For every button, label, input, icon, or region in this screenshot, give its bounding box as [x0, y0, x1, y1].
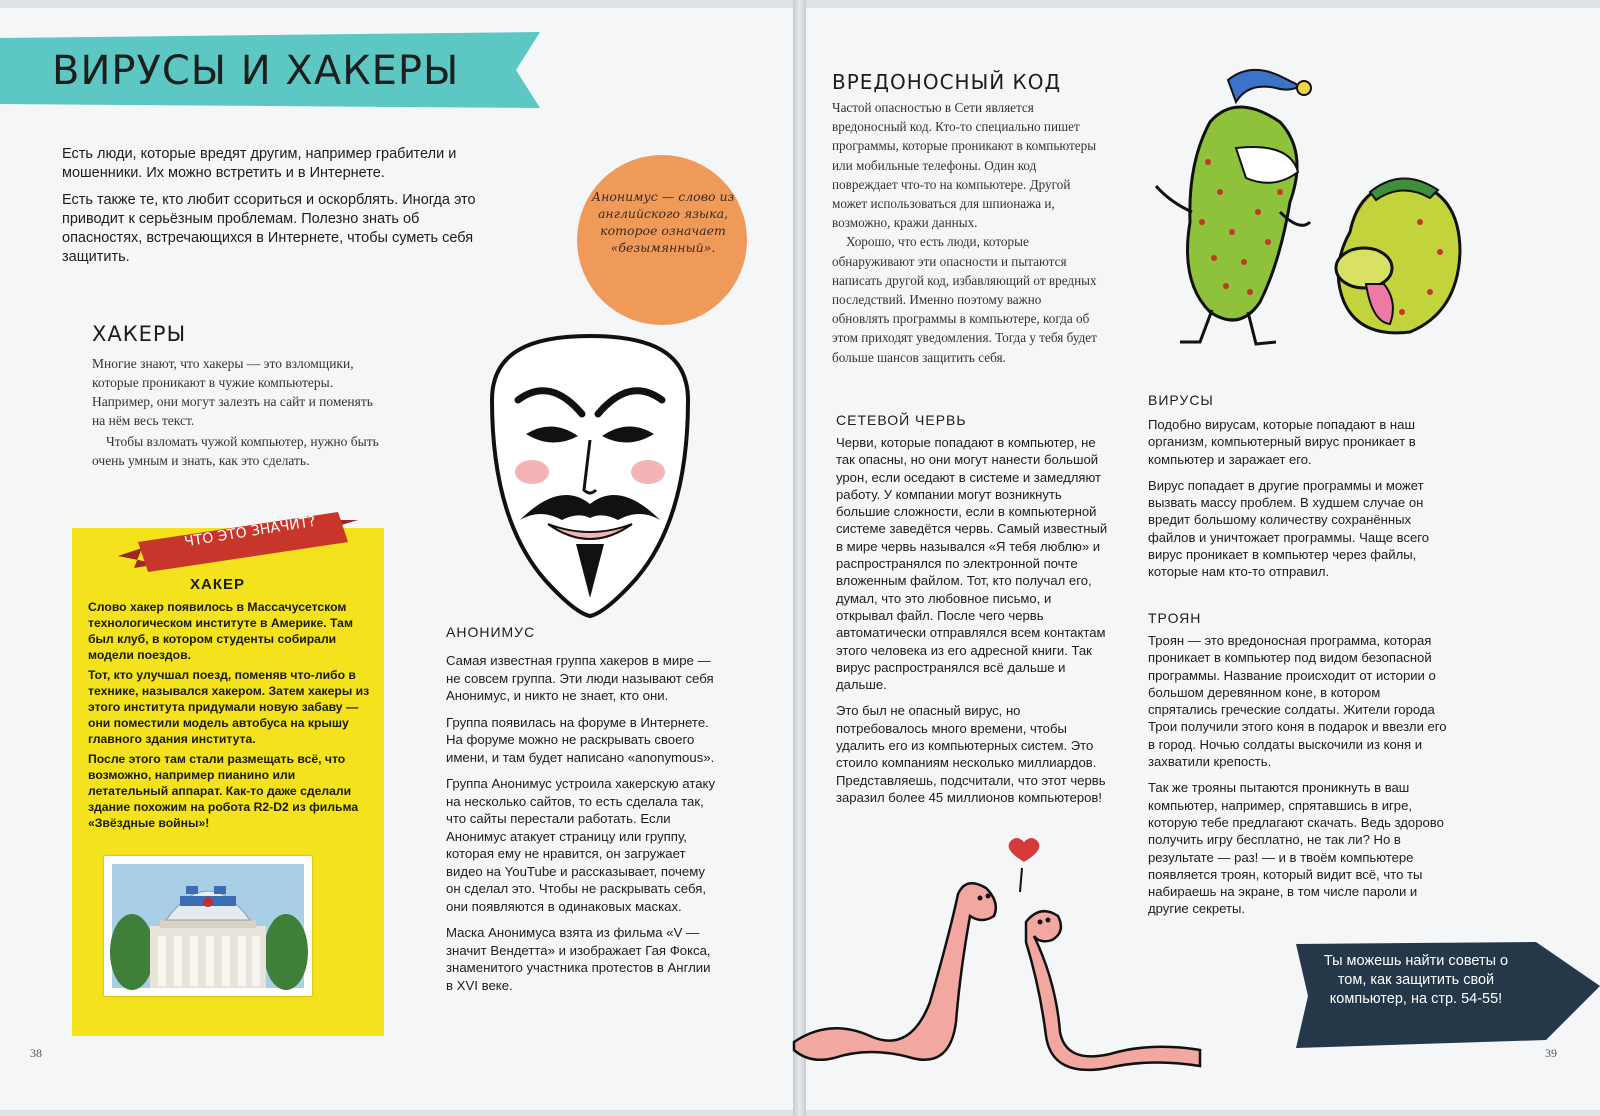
page-number-left: 38: [30, 1046, 42, 1060]
mit-dome-image: [104, 856, 312, 996]
hacker-definition-title: ХАКЕР: [190, 576, 246, 593]
definition-paragraph: Тот, кто улучшал поезд, поменяв что-либо в технике, назывался хакером. Затем хакеры из этого института придумали новую забаву — они поместили модель автобуса на крышу главного здания института.: [88, 668, 370, 746]
intro-text: [62, 145, 502, 275]
trojan-paragraph: Троян — это вредоносная программа, которая проникает в компьютер под видом безопасной программы. Название происходит от истории о большом деревянном коне, в котором спрятались греческие солдаты. Жители города Трои получили этого коня в подарок и ввезли его в город. Ночью солдаты выскочили из коня и захватили крепость.: [1148, 633, 1447, 770]
malware-paragraph: Частой опасностью в Сети является вредоносный код. Кто-то специально пишет программы, которые проникают в компьютеры или мобильные телефоны. Один код повреждает что-то на компьютере. Другой может использоваться для шпионажа и, возможно, кражи данных.: [832, 100, 1097, 231]
trojan-paragraph: Так же трояны пытаются проникнуть в ваш компьютер, например, спрятавшись в игре, которую тебе предлагают скачать. Ведь здорово получить игру бесплатно, не так ли? Но в результате — раз! — и в твоём компьютере появляется троян, который видит всё, что ты набираешь на экране, в том числе пароли и другие секреты.: [1148, 780, 1444, 917]
hackers-paragraph: Многие знают, что хакеры — это взломщики, которые проникают в чужие компьютеры. Например, они могут залезть на сайт и поменять на нём весь текст.: [92, 356, 373, 428]
anonymous-paragraph: Самая известная группа хакеров в мире — не совсем группа. Эти люди называют себя Анонимус, и никто не знает, кто они.: [446, 653, 714, 703]
mit-dome-photo: [104, 856, 312, 996]
virus-text: [1148, 416, 1448, 590]
hacker-definition-text: [88, 599, 370, 835]
page-number-right: 39: [1545, 1046, 1557, 1060]
intro-paragraph: Есть также те, кто любит ссориться и оскорблять. Иногда это приводит к серьёзным проблемам. Полезно знать об опасностях, встречающихся в Интернете, чтобы суметь себя защитить.: [62, 192, 476, 265]
malware-heading: ВРЕДОНОСНЫЙ КОД: [832, 70, 1062, 94]
anonymous-mask-illustration: [490, 330, 690, 620]
trojan-text: [1148, 632, 1448, 927]
what-it-means-ribbon-label: ЧТО ЭТО ЗНАЧИТ?: [183, 513, 317, 551]
anonymous-paragraph: Маска Анонимуса взята из фильма «V — значит Вендетта» и изображает Гая Фокса, знаменитого участника протестов в Англии в XVI веке.: [446, 925, 711, 993]
page-title: ВИРУСЫ И ХАКЕРЫ: [52, 48, 460, 94]
virus-monsters-illustration: [1140, 62, 1470, 362]
virus-paragraph: Подобно вирусам, которые попадают в наш организм, компьютерный вирус проникает в компьютер и заражает его.: [1148, 417, 1416, 467]
malware-paragraph: Хорошо, что есть люди, которые обнаруживают эти опасности и пытаются написать другой код, избавляющий от вредных последствий. Именно поэтому важно обновлять программы в компьютере, когда об этом приходят уведомления. Тогда у тебя будет больше шансов защитить себя.: [832, 234, 1097, 365]
worm-paragraph: Это был не опасный вирус, но потребовалось много времени, чтобы удалить его из компьютерных систем. Это стоило компаниям несколько миллиардов. Представляешь, подсчитали, что этот червь заразил более 45 миллионов компьютеров!: [836, 703, 1106, 805]
worms-in-love-illustration: [790, 832, 1210, 1072]
definition-paragraph: Слово хакер появилось в Массачусетском технологическом институте в Америке. Там был клуб, в котором студенты собирали модели поездов.: [88, 600, 353, 662]
worm-paragraph: Черви, которые попадают в компьютер, не так опасны, но они могут нанести большой урон, если оседают в системе и замедляют работу. У компании могут возникнуть большие сложности, если в компьютерной системе заведётся червь. Самый известный в мире червь назывался «Я тебя люблю» и распространялся по электронной почте вложенным файлом. Тот, кто получал его, думал, что это любовное письмо, и открывал файл. После чего червь автоматически отправлялся всем контактам этого человека из его адресной книги. Так вирус распространялся всё дальше и дальше.: [836, 435, 1108, 693]
virus-heading: ВИРУСЫ: [1148, 392, 1214, 408]
malware-text: [832, 98, 1102, 367]
virus-paragraph: Вирус попадает в другие программы и может вызвать массу проблем. В худшем случае он вредит большому количеству сохранённых файлов и уничтожает программы. Чаще всего вирус проникает в компьютер через файлы, которые нам кто-то отправил.: [1148, 477, 1430, 580]
hackers-paragraph: Чтобы взломать чужой компьютер, нужно быть очень умным и знать, как это сделать.: [92, 434, 379, 468]
worm-text: [836, 434, 1108, 815]
hackers-heading: ХАКЕРЫ: [92, 322, 187, 346]
trojan-heading: ТРОЯН: [1148, 610, 1202, 626]
tip-text: Ты можешь найти советы о том, как защитить свой компьютер, на стр. 54-55!: [1323, 953, 1509, 1007]
anonymous-paragraph: Группа Анонимус устроила хакерскую атаку на несколько сайтов, то есть сделала так, что сайты перестали работать. Если Анонимус атакует страницу или группу, которая ему не нравится, он загружает видео на YouTube и рассказывает, почему он сделал это. Чтобы не раскрывать себя, они появляются в одинаковых масках.: [446, 776, 716, 914]
anonymous-heading: АНОНИМУС: [446, 624, 536, 640]
anon-note-text: Анонимус — слово из английского языка, которое означает «безымянный».: [591, 189, 735, 255]
anonymous-paragraph: Группа появилась на форуме в Интернете. На форуме можно не раскрывать своего имени, и там будет написано «anonymous».: [446, 714, 715, 765]
hackers-text: [92, 354, 382, 470]
anonymous-text: [446, 652, 716, 1003]
worm-heading: СЕТЕВОЙ ЧЕРВЬ: [836, 412, 967, 428]
intro-paragraph: Есть люди, которые вредят другим, например грабители и мошенники. Их можно встретить и в Интернете.: [62, 146, 457, 181]
definition-paragraph: После этого там стали размещать всё, что возможно, например пианино или летательный аппарат. Как-то даже сделали здание похожим на робота R2-D2 из фильма «Звёздные войны»!: [88, 752, 359, 830]
